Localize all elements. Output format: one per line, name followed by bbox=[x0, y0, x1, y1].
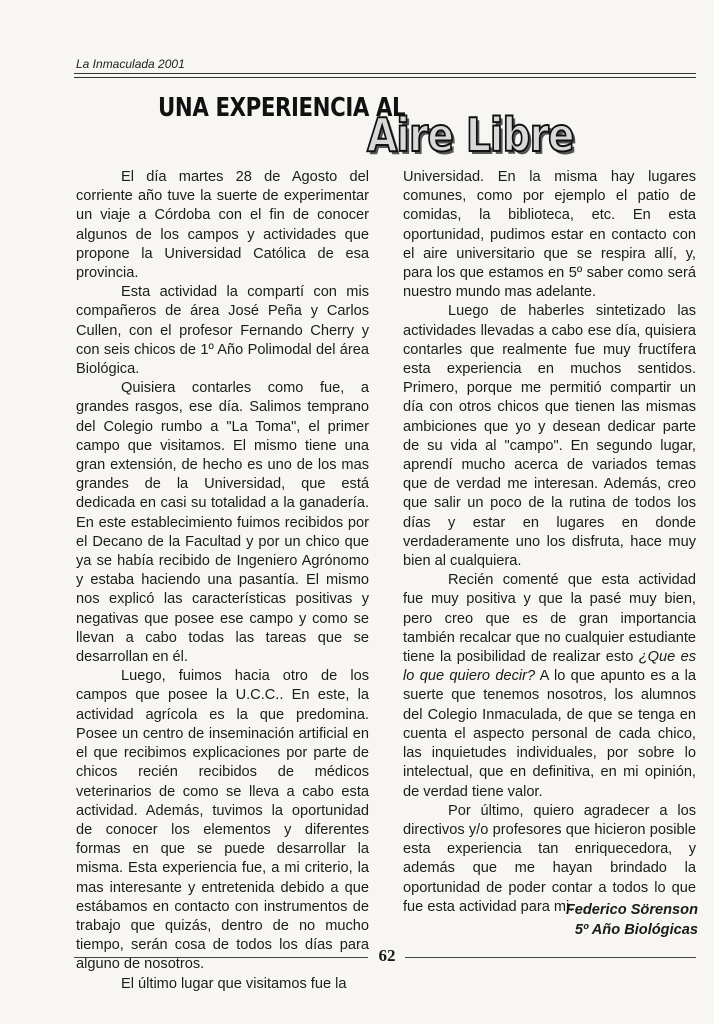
paragraph-text: A lo que apunto es a la suerte que tenemos nosotros, los alumnos del Colegio Inmaculada, de que se tenga en cuenta el aspecto personal de cada chico, las inquietudes individuales, por sobre lo intelectual, que en definitiva, en mi opinión, de verdad tiene valor. bbox=[403, 668, 696, 800]
paragraph: El último lugar que visitamos fue la bbox=[121, 975, 347, 992]
paragraph: Quisiera contarles como fue, a grandes rasgos, ese día. Salimos temprano del Colegio rumbo a "La Toma", el primer campo que visitamos. El mismo tiene una gran extensión, de hecho es uno de los mas grandes de la Universidad, que está dedicada en casi su totalidad a la ganadería. En este establecimiento fuimos recibidos por el Decano de la Facultad y por un chico que ya se había recibido de Ingeniero Agrónomo y estaba haciendo una pasantía. El mismo nos explicó las características positivas y negativas que posee ese campo y como se llevan a cabo todas las tareas que se desarrollan en él. bbox=[76, 380, 369, 666]
signature bbox=[566, 900, 698, 940]
article-left-column bbox=[76, 168, 369, 994]
running-header: La Inmaculada 2001 bbox=[76, 57, 185, 71]
paragraph: Por último, quiero agradecer a los directivos y/o profesores que hicieron posible esta experiencia tan enriquecedora, y además que me hayan brindado la oportunidad de poder contar a todos lo que fue esta actividad para mi. bbox=[403, 802, 696, 915]
page-number: 62 bbox=[378, 946, 396, 965]
footer-rule-right bbox=[405, 957, 696, 958]
paragraph bbox=[403, 571, 696, 801]
paragraph: Luego, fuimos hacia otro de los campos que posee la U.C.C.. En este, la actividad agrícola es la que predomina. Posee un centro de inseminación artificial en el que recibimos explicaciones por parte de chicos recién recibidos de médicos veterinarios de como se lleva a cabo esta actividad. Además, tuvimos la oportunidad de conocer los elementos y diferentes formas en que se puede desarrollar la misma. Esta experiencia fue, a mi criterio, la mas interesante y entretenida debido a que estábamos en contacto con instrumentos de trabajo que quizás, dentro de no mucho tiempo, serán cosa de todos los días para alguno de nosotros. bbox=[76, 668, 369, 973]
article-right-column bbox=[403, 168, 696, 917]
paragraph-text: Recién comenté que esta actividad fue muy positiva y que la pasé muy bien, pero creo que es de gran importancia también recalcar que no cualquier estudiante tiene la posibilidad de realizar esto bbox=[403, 572, 696, 666]
title-highlight: Aire Libre bbox=[367, 108, 574, 162]
footer-rule-left bbox=[74, 957, 368, 958]
author-name: Federico Sörenson bbox=[565, 902, 698, 918]
author-course: 5º Año Biológicas bbox=[574, 922, 698, 938]
paragraph-continuation: Universidad. En la misma hay lugares comunes, como por ejemplo el patio de comidas, la biblioteca, etc. En esta oportunidad, pudimos estar en contacto con el aire universitario que se respira allí, y, para los que estamos en 5º saber como será nuestro mundo mas adelante. bbox=[403, 169, 696, 301]
paragraph-question: ¿Que es lo que quiero decir? bbox=[403, 649, 696, 685]
paragraph: Luego de haberles sintetizado las actividades llevadas a cabo ese día, quisiera contarles que realmente fue muy fructífera esta experiencia en muchos sentidos. Primero, porque me permitió compartir un día con otros chicos que tienen las mismas ambiciones que yo y desean dedicar parte de su vida al "campo". En segundo lugar, aprendí mucho acerca de variados temas que de verdad me interesan. Además, creo que salir un poco de la rutina de todos los días y estar en lugares en donde verdaderamente uno los disfruta, hace muy bien al cualquiera. bbox=[403, 303, 696, 570]
header-rule-secondary bbox=[74, 77, 696, 78]
paragraph: El día martes 28 de Agosto del corriente año tuve la suerte de experimentar un viaje a Córdoba con el fin de conocer algunos de los campos y actividades que propone la Universidad Católica de esa provincia. bbox=[76, 169, 369, 282]
title-main: UNA EXPERIENCIA AL bbox=[158, 93, 406, 123]
header-rule bbox=[74, 73, 696, 74]
paragraph: Esta actividad la compartí con mis compañeros de área José Peña y Carlos Cullen, con el profesor Fernando Cherry y con seis chicos de 1º Año Polimodal del área Biológica. bbox=[76, 284, 369, 378]
